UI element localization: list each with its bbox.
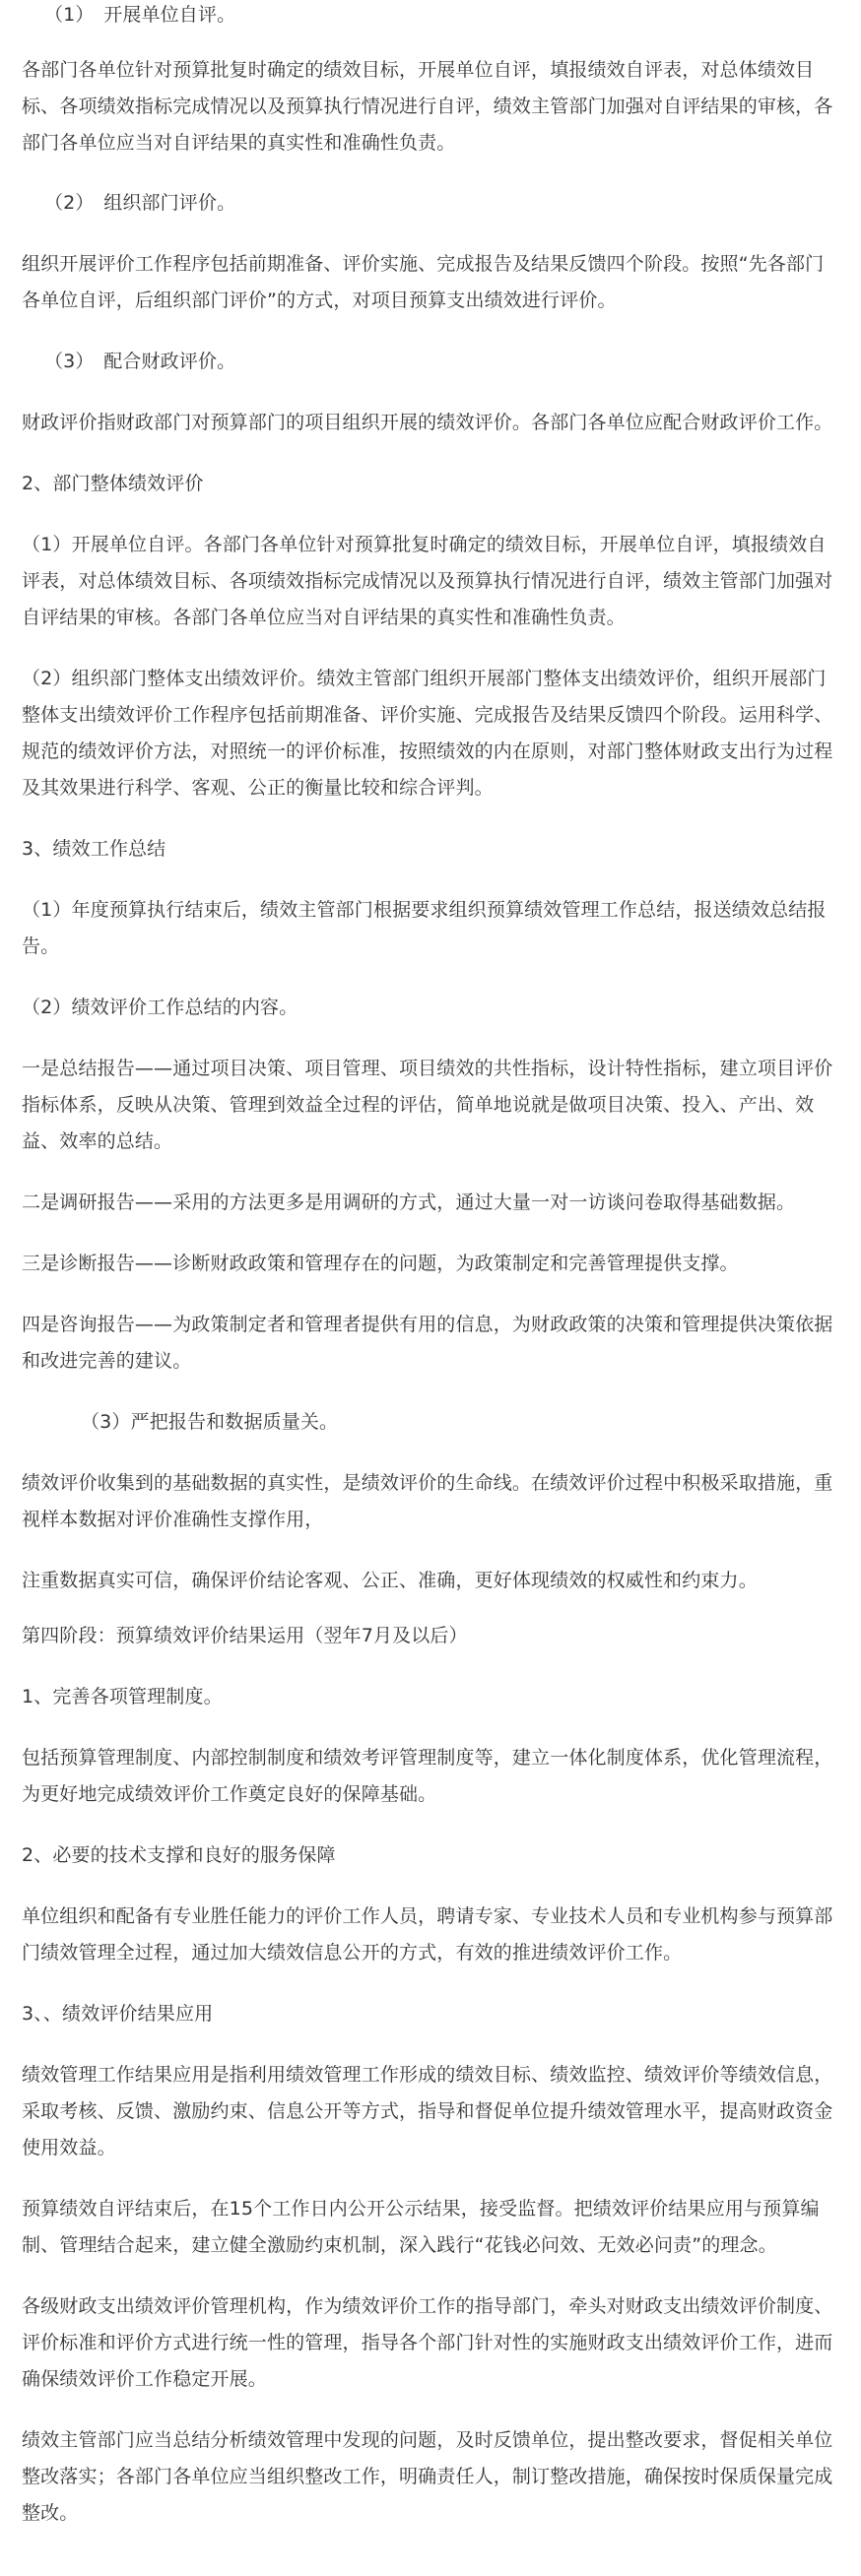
heading-finance-evaluation: （3） 配合财政评价。 [44,351,236,372]
paragraph-evaluation-agency: 各级财政支出绩效评价管理机构，作为绩效评价工作的指导部门，牵头对财政支出绩效评价制度、评价标准和评价方式进行统一性的管理，指导各个部门针对性的实施财政支出绩效评价工作，进而确保绩效评价工作稳定开展。 [22,2295,833,2390]
section-heading-technical-support: 2、必要的技术支撑和良好的服务保障 [22,1844,336,1866]
paragraph-self-evaluation: 各部门各单位针对预算批复时确定的绩效目标，开展单位自评，填报绩效自评表，对总体绩效目标、各项绩效指标完成情况以及预算执行情况进行自评，绩效主管部门加强对自评结果的审核，各部门各单位应当对自评结果的真实性和准确性负责。 [22,59,833,154]
paragraph-survey-report: 二是调研报告——采用的方法更多是用调研的方式，通过大量一对一访谈问卷取得基础数据。 [22,1191,796,1213]
paragraph-quality-control-heading: （3）严把报告和数据质量关。 [81,1411,339,1433]
paragraph-overall-self-evaluation: （1）开展单位自评。各部门各单位针对预算批复时确定的绩效目标，开展单位自评，填报绩效自评表，对总体绩效目标、各项绩效指标完成情况以及预算执行情况进行自评，绩效主管部门加强对自评结果的审核。各部门各单位应当对自评结果的真实性和准确性负责。 [22,534,833,628]
heading-dept-evaluation: （2） 组织部门评价。 [44,192,236,214]
paragraph-annual-summary: （1）年度预算执行结束后，绩效主管部门根据要求组织预算绩效管理工作总结，报送绩效总结报告。 [22,899,827,957]
paragraph-management-system: 包括预算管理制度、内部控制制度和绩效考评管理制度等，建立一体化制度体系，优化管理流程，为更好地完成绩效评价工作奠定良好的保障基础。 [22,1747,833,1805]
section-heading-management-system: 1、完善各项管理制度。 [22,1686,223,1707]
paragraph-rectification: 绩效主管部门应当总结分析绩效管理中发现的问题，及时反馈单位，提出整改要求，督促相关单位整改落实；各部门各单位应当组织整改工作，明确责任人，制订整改措施，确保按时保质保量完成整改。 [22,2429,833,2524]
paragraph-finance-evaluation: 财政评价指财政部门对预算部门的项目组织开展的绩效评价。各部门各单位应配合财政评价工作。 [22,412,833,433]
paragraph-dept-evaluation: 组织开展评价工作程序包括前期准备、评价实施、完成报告及结果反馈四个阶段。按照“先各部门各单位自评，后组织部门评价”的方式，对项目预算支出绩效进行评价。 [22,253,825,311]
paragraph-consulting-report: 四是咨询报告——为政策制定者和管理者提供有用的信息，为财政政策的决策和管理提供决策依据和改进完善的建议。 [22,1314,833,1372]
section-heading-work-summary: 3、绩效工作总结 [22,838,166,860]
section-heading-result-application: 3、、绩效评价结果应用 [22,2003,214,2025]
paragraph-result-application: 绩效管理工作结果应用是指利用绩效管理工作形成的绩效目标、绩效监控、绩效评价等绩效信息，采取考核、反馈、激励约束、信息公开等方式，指导和督促单位提升绩效管理水平，提高财政资金使用效益。 [22,2064,833,2158]
phase-four-heading: 第四阶段：预算绩效评价结果运用（翌年7月及以后） [22,1625,468,1646]
paragraph-technical-support: 单位组织和配备有专业胜任能力的评价工作人员，聘请专家、专业技术人员和专业机构参与预算部门绩效管理全过程，通过加大绩效信息公开的方式，有效的推进绩效评价工作。 [22,1905,833,1964]
paragraph-overall-dept-evaluation: （2）组织部门整体支出绩效评价。绩效主管部门组织开展部门整体支出绩效评价，组织开展部门整体支出绩效评价工作程序包括前期准备、评价实施、完成报告及结果反馈四个阶段。运用科学、规范的绩效评价方法，对照统一的评价标准，按照绩效的内在原则，对部门整体财政支出行为过程及其效果进行科学、客观、公正的衡量比较和综合评判。 [22,668,833,799]
heading-self-evaluation: （1） 开展单位自评。 [44,4,236,26]
paragraph-summary-content-heading: （2）绩效评价工作总结的内容。 [22,997,298,1018]
section-heading-overall-evaluation: 2、部门整体绩效评价 [22,473,204,494]
paragraph-result-disclosure: 预算绩效自评结束后，在15个工作日内公开公示结果，接受监督。把绩效评价结果应用与预算编制、管理结合起来，建立健全激励约束机制，深入践行“花钱必问效、无效必问责”的理念。 [22,2198,820,2256]
paragraph-data-authenticity: 绩效评价收集到的基础数据的真实性，是绩效评价的生命线。在绩效评价过程中积极采取措施，重视样本数据对评价准确性支撑作用， [22,1472,833,1530]
paragraph-diagnostic-report: 三是诊断报告——诊断财政政策和管理存在的问题，为政策制定和完善管理提供支撑。 [22,1253,739,1274]
paragraph-data-credibility: 注重数据真实可信，确保评价结论客观、公正、准确，更好体现绩效的权威性和约束力。 [22,1570,758,1591]
paragraph-summary-report: 一是总结报告——通过项目决策、项目管理、项目绩效的共性指标，设计特性指标，建立项目评价指标体系，反映从决策、管理到效益全过程的评估，简单地说就是做项目决策、投入、产出、效益、效率的总结。 [22,1058,833,1152]
